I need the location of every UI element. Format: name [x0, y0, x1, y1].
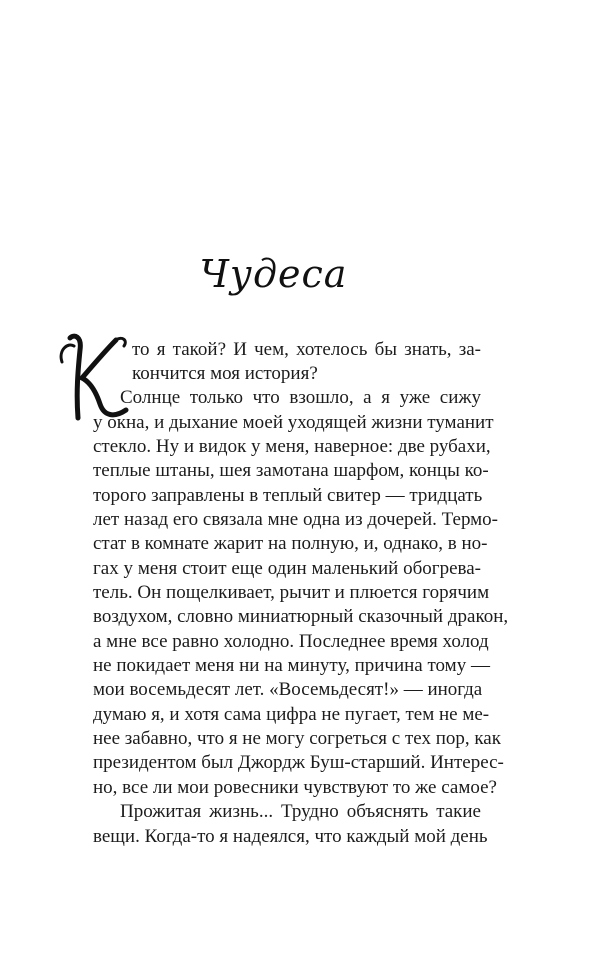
text-line: торого заправлены в теплый свитер — тридцать	[93, 485, 483, 506]
text-line: тель. Он пощелкивает, рычит и плюется горячим	[93, 582, 490, 603]
text-line: мои восемьдесят лет. «Восемьдесят!» — иногда	[93, 679, 483, 700]
text-line: не покидает меня ни на минуту, причина тому —	[93, 655, 490, 676]
text-line: кончится моя история?	[132, 363, 318, 384]
text-line: но, все ли мои ровесники чувствуют то же самое?	[93, 777, 497, 798]
text-line: теплые штаны, шея замотана шарфом, концы ко-	[93, 460, 489, 481]
text-line: Прожитая жизнь... Трудно объяснять такие	[120, 801, 481, 822]
text-line: то я такой? И чем, хотелось бы знать, за-	[132, 339, 481, 360]
text-line: президентом был Джордж Буш-старший. Интерес-	[93, 752, 504, 773]
text-line: стекло. Ну и видок у меня, наверное: две рубахи,	[93, 436, 491, 457]
chapter-title: Чудеса	[199, 252, 348, 296]
text-line: нее забавно, что я не могу согреться с тех пор, как	[93, 728, 501, 749]
text-line: лет назад его связала мне одна из дочерей. Термо-	[93, 509, 499, 530]
text-line: гах у меня стоит еще один маленький обогрева-	[93, 558, 481, 579]
text-line: воздухом, словно миниатюрный сказочный дракон,	[93, 606, 509, 627]
text-line: а мне все равно холодно. Последнее время холод	[93, 631, 489, 652]
text-line: вещи. Когда-то я надеялся, что каждый мой день	[93, 826, 488, 847]
text-line: Солнце только что взошло, а я уже сижу	[120, 387, 481, 408]
text-line: думаю я, и хотя сама цифра не пугает, тем не ме-	[93, 704, 490, 725]
text-line: у окна, и дыхание моей уходящей жизни туманит	[93, 412, 494, 433]
text-line: стат в комнате жарит на полную, и, однако, в но-	[93, 533, 488, 554]
